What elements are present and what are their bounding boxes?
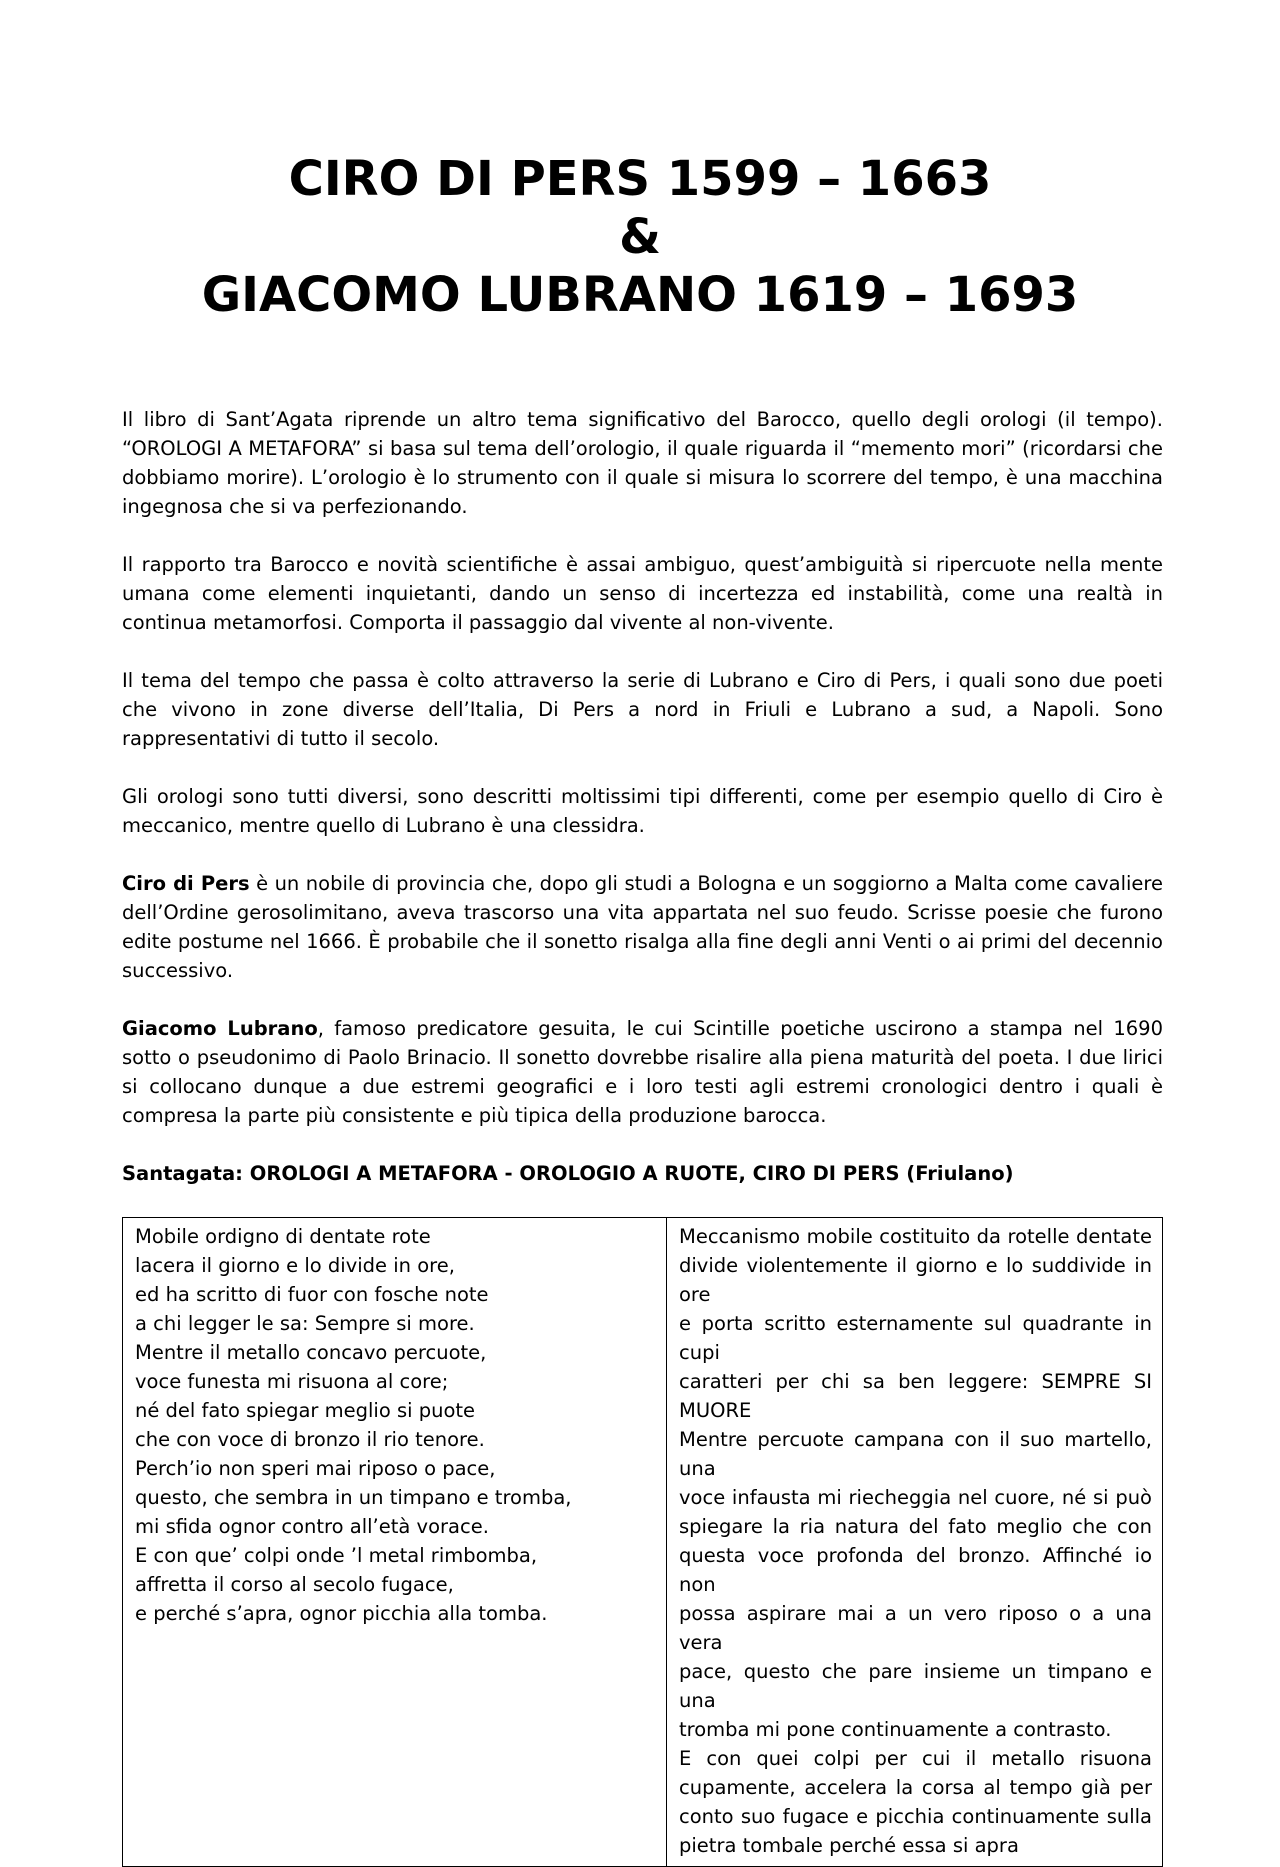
paraphrase-line: Mentre percuote campana con il suo martello, una [679, 1428, 1152, 1480]
paraphrase-line: questa voce profonda del bronzo. Affinché io non [679, 1544, 1152, 1596]
poem-line: a chi legger le sa: Sempre si more. [135, 1312, 475, 1335]
paraphrase-line: e porta scritto esternamente sul quadrante in cupi [679, 1312, 1152, 1364]
poem-row [123, 1218, 1163, 1867]
paraphrase-line: Meccanismo mobile costituito da rotelle dentate [679, 1225, 1152, 1248]
poem-line: lacera il giorno e lo divide in ore, [135, 1254, 455, 1277]
poem-line: Mobile ordigno di dentate rote [135, 1225, 431, 1248]
poem-original-cell [123, 1218, 667, 1867]
lubrano-text: , famoso predicatore gesuita, le cui Scintille poetiche uscirono a stampa nel 1690 sotto o pseudonimo di Paolo Brinacio. Il sonetto dovrebbe risalire alla piena maturità del poeta. I due lirici si collocano dunque a due estremi geografici e i loro testi agli estremi cronologici dentro i quali è compresa la parte più consistente e più tipica della produzione barocca. [122, 1017, 1163, 1127]
paraphrase-line: cupamente, accelera la corsa al tempo già per [679, 1776, 1152, 1799]
poem-line: affretta il corso al secolo fugace, [135, 1573, 454, 1596]
lubrano-name: Giacomo Lubrano [122, 1017, 318, 1040]
poem-line: questo, che sembra in un timpano e tromba, [135, 1486, 572, 1509]
section-label: Santagata: OROLOGI A METAFORA - OROLOGIO A RUOTE, CIRO DI PERS (Friulano) [122, 1162, 1014, 1185]
paraphrase-line: E con quei colpi per cui il metallo risuona [679, 1747, 1152, 1770]
paraphrase-line: conto suo fugace e picchia continuamente sulla [679, 1805, 1152, 1828]
poem-line: Perch’io non speri mai riposo o pace, [135, 1457, 496, 1480]
paraphrase-line: divide violentemente il giorno e lo suddivide in ore [679, 1254, 1152, 1306]
paraphrase-line: possa aspirare mai a un vero riposo o a una vera [679, 1602, 1152, 1654]
paraphrase-line: tromba mi pone continuamente a contrasto. [679, 1718, 1112, 1741]
paragraph-lubrano [122, 1014, 1163, 1130]
paragraph-ciro [122, 869, 1163, 985]
paraphrase-line: caratteri per chi sa ben leggere: SEMPRE SI MUORE [679, 1370, 1152, 1422]
poem-line: ed ha scritto di fuor con fosche note [135, 1283, 489, 1306]
poem-line: né del fato spiegar meglio si puote [135, 1399, 476, 1422]
poem-table [122, 1217, 1163, 1867]
title-line-3: GIACOMO LUBRANO 1619 – 1693 [201, 267, 1079, 323]
poem-line: che con voce di bronzo il rio tenore. [135, 1428, 485, 1451]
paraphrase-line: voce infausta mi riecheggia nel cuore, né si può [679, 1486, 1152, 1509]
paragraph-intro: Il libro di Sant’Agata riprende un altro tema significativo del Barocco, quello degli orologi (il tempo). “OROLOGI A METAFORA” si basa sul tema dell’orologio, il quale riguarda il “memento mori” (ricordarsi che dobbiamo morire). L’orologio è lo strumento con il quale si misura lo scorrere del tempo, è una macchina ingegnosa che si va perfezionando. [122, 408, 1163, 518]
title-line-1: CIRO DI PERS 1599 – 1663 [288, 151, 992, 207]
ciro-text: è un nobile di provincia che, dopo gli studi a Bologna e un soggiorno a Malta come cavaliere dell’Ordine gerosolimitano, aveva trascorso una vita appartata nel suo feudo. Scrisse poesie che furono edite postume nel 1666. È probabile che il sonetto risalga alla fine degli anni Venti o ai primi del decennio successivo. [122, 872, 1163, 982]
document-body [122, 405, 1163, 1867]
paraphrase-line: spiegare la ria natura del fato meglio che con [679, 1515, 1152, 1538]
page-title [0, 150, 1280, 324]
poem-paraphrase-cell [667, 1218, 1163, 1867]
paraphrase-line: pietra tombale perché essa si apra [679, 1834, 1019, 1857]
paraphrase-line: pace, questo che pare insieme un timpano e una [679, 1660, 1152, 1712]
title-ampersand: & [619, 209, 661, 265]
poem-line: mi sfida ognor contro all’età vorace. [135, 1515, 489, 1538]
paragraph-time-theme: Il tema del tempo che passa è colto attraverso la serie di Lubrano e Ciro di Pers, i quali sono due poeti che vivono in zone diverse dell’Italia, Di Pers a nord in Friuli e Lubrano a sud, a Napoli. Sono rappresentativi di tutto il secolo. [122, 669, 1163, 750]
poem-line: e perché s’apra, ognor picchia alla tomba. [135, 1602, 548, 1625]
poem-line: Mentre il metallo concavo percuote, [135, 1341, 487, 1364]
paragraph-baroque-science: Il rapporto tra Barocco e novità scientifiche è assai ambiguo, quest’ambiguità si ripercuote nella mente umana come elementi inquietanti, dando un senso di incertezza ed instabilità, come una realtà in continua metamorfosi. Comporta il passaggio dal vivente al non-vivente. [122, 553, 1163, 634]
poem-line: voce funesta mi risuona al core; [135, 1370, 449, 1393]
poem-line: E con que’ colpi onde ’l metal rimbomba, [135, 1544, 538, 1567]
paragraph-clocks: Gli orologi sono tutti diversi, sono descritti moltissimi tipi differenti, come per esempio quello di Ciro è meccanico, mentre quello di Lubrano è una clessidra. [122, 785, 1163, 837]
ciro-name: Ciro di Pers [122, 872, 250, 895]
